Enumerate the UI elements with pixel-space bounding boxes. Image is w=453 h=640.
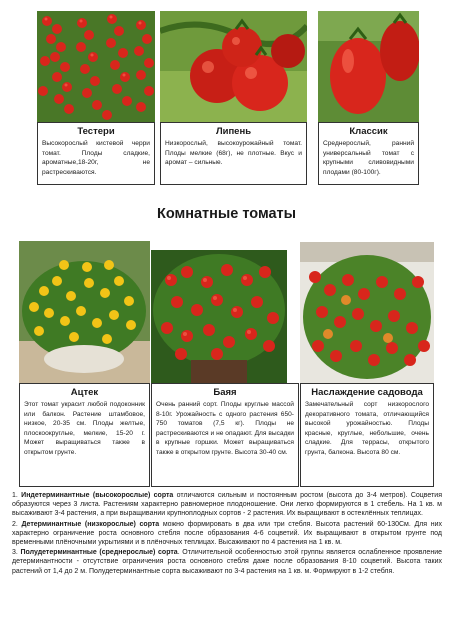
card-description: Замечательный сорт низкорослого декоративного томата, отличающийся высокой урожайностью. Плоды красные, круглые, небольшие, очень сладкие. Для террасы, открытого грунта, балкона. Высота 80 см. <box>305 401 429 456</box>
card-title: Липень <box>215 126 252 137</box>
note-text: . Отличительной особенностью этой группы является ослабленное проявление детерминантности - отсутствие ограничения роста основного стебля даже после образования 8-10 соцветий. Высота таких растений от 1,4 до 2 м. Полудетерминантные сорта высаживают по 3-4 растения на 1 кв. м. Формируют в 1-2 стебля. <box>12 549 442 575</box>
yellow-cherry-tomato-pot-image <box>19 241 150 383</box>
card-klassik <box>318 122 419 185</box>
section-title: Комнатные томаты <box>156 206 297 222</box>
card-description: Среднерослый, ранний универсальный томат с крупными сливовидными плодами (80-100г). <box>323 140 414 176</box>
card-title: Ацтек <box>70 387 99 398</box>
note-heading: Детерминантные (низкорослые) сорта <box>21 520 160 528</box>
card-description: Очень ранний сорт. Плоды круглые массой 8-10г. Урожайность с одного растения 650-750 томатов (7,5 кг). Плоды не растрескиваются и не опадают. Для высадки в крупные горшки. Может выращиваться также в открытом грунте. Высота 30-40 см. <box>156 401 294 456</box>
card-aztek <box>19 383 150 487</box>
card-testeri <box>37 122 155 185</box>
note-number: 3. <box>12 549 18 557</box>
plum-shaped-red-tomatoes-image <box>318 11 419 122</box>
note-heading: Индетерминантные (высокорослые) сорта <box>21 492 174 499</box>
card-title: Тестери <box>77 126 115 137</box>
card-title: Классик <box>349 126 388 137</box>
card-description: Этот томат украсит любой подоконник или балкон. Растение штамбовое, низкое, 20-35 см. Плоды желтые, плоскоокруглые, мелкие, 15-20 г. Может выращиваться также в открытом грунте. <box>24 401 145 456</box>
note-text: можно формировать в два или три стебля. Высота растений 60-130См. Для них характерно ограничение роста основного стебля после образования 4-6 соцветий. Их выращивают в открытом грунте под временными плёночными укрытиями и в плёночных теплицах. Высаживают по 4 растения на 1 кв. м. <box>12 520 442 547</box>
red-cherry-tomato-clusters-image <box>37 11 155 122</box>
round-red-tomatoes-image <box>160 11 307 122</box>
photo-testeri <box>37 11 155 122</box>
card-description: Низкорослый, высокоурожайный томат. Плоды мелкие (68г), не плотные. Вкус и аромат – сильные. <box>165 140 302 166</box>
photo-naslazhdenie <box>300 242 434 383</box>
note-number: 1. <box>12 492 18 499</box>
card-title: Наслаждение садовода <box>311 387 423 398</box>
hanging-cherry-tomatoes-image <box>300 242 434 383</box>
card-bayaya <box>151 383 299 487</box>
photo-lipen <box>160 11 307 122</box>
note-text: отличаются сильным и постоянным ростом (высота до 3-4 метров). Соцветия образуются через 3 листа. Растениям характерно равномерное плодоношение. Они легко формируются в 1 стебель. На 1 кв. м высаживают 3-4 растения, а при выращивании крупноплодных сортов - 2 растения. Их выращивают в остеклённых теплицах. <box>12 492 442 518</box>
red-cherry-tomato-bush-image <box>151 250 287 383</box>
photo-aztek <box>19 241 150 383</box>
note-number: 2. <box>12 520 18 528</box>
note-heading: Полудетерминантные (среднерослые) сорта <box>20 549 178 557</box>
photo-bayaya <box>151 250 287 383</box>
card-title: Баяя <box>213 387 237 398</box>
card-description: Высокорослый кистевой черри томат. Плоды сладкие, ароматные,18-20г, не растрескиваются. <box>42 140 150 176</box>
note-3 <box>12 548 442 576</box>
notes-section <box>12 491 442 577</box>
card-lipen <box>160 122 307 185</box>
photo-klassik <box>318 11 419 122</box>
note-1 <box>12 491 442 519</box>
note-2 <box>12 520 442 548</box>
card-naslazhdenie <box>300 383 434 487</box>
